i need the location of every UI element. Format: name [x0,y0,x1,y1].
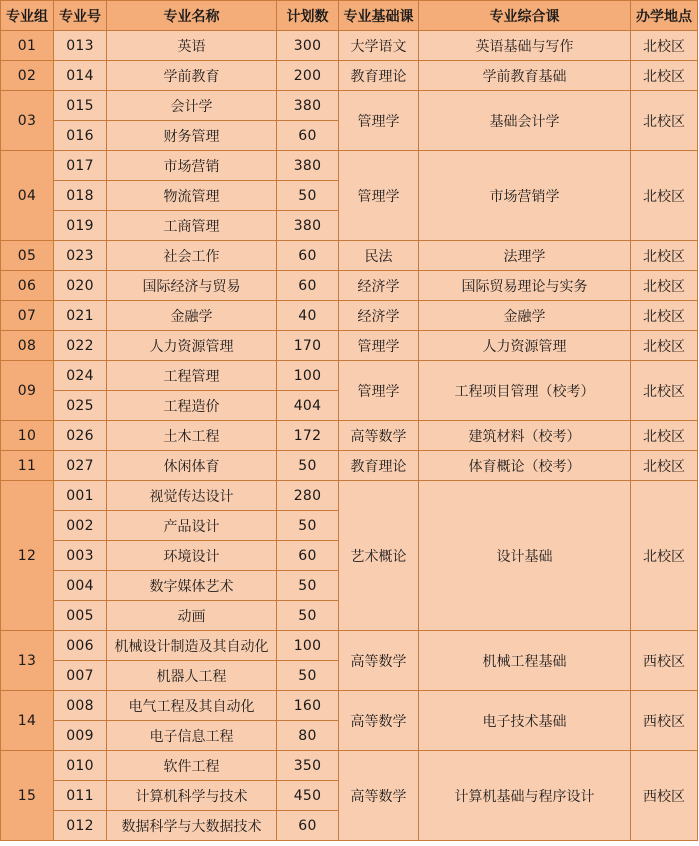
base-course-cell: 教育理论 [339,61,419,91]
plan-count-cell: 50 [277,661,339,691]
comprehensive-course-cell: 国际贸易理论与实务 [419,271,631,301]
group-number-cell: 07 [1,301,54,331]
comprehensive-course-cell: 工程项目管理（校考） [419,361,631,421]
major-code-cell: 015 [54,91,107,121]
major-name-cell: 环境设计 [107,541,277,571]
table-row [1,421,698,451]
plan-count-cell: 50 [277,511,339,541]
major-name-cell: 工程管理 [107,361,277,391]
group-number-cell: 14 [1,691,54,751]
major-name-cell: 视觉传达设计 [107,481,277,511]
plan-count-cell: 50 [277,571,339,601]
plan-count-cell: 60 [277,811,339,841]
table-row [1,241,698,271]
header-name: 专业名称 [107,1,277,31]
location-cell: 西校区 [631,631,698,691]
major-name-cell: 土木工程 [107,421,277,451]
header-plan: 计划数 [277,1,339,31]
table-row [1,691,698,721]
base-course-cell: 管理学 [339,151,419,241]
location-cell: 西校区 [631,751,698,841]
table-row [1,61,698,91]
major-code-cell: 001 [54,481,107,511]
comprehensive-course-cell: 体育概论（校考） [419,451,631,481]
major-name-cell: 学前教育 [107,61,277,91]
plan-count-cell: 160 [277,691,339,721]
major-code-cell: 007 [54,661,107,691]
major-name-cell: 市场营销 [107,151,277,181]
comprehensive-course-cell: 人力资源管理 [419,331,631,361]
group-number-cell: 05 [1,241,54,271]
plan-count-cell: 404 [277,391,339,421]
location-cell: 北校区 [631,331,698,361]
group-number-cell: 09 [1,361,54,421]
major-name-cell: 国际经济与贸易 [107,271,277,301]
plan-count-cell: 172 [277,421,339,451]
plan-count-cell: 60 [277,241,339,271]
base-course-cell: 经济学 [339,301,419,331]
base-course-cell: 教育理论 [339,451,419,481]
group-number-cell: 13 [1,631,54,691]
major-name-cell: 电气工程及其自动化 [107,691,277,721]
major-name-cell: 英语 [107,31,277,61]
major-code-cell: 012 [54,811,107,841]
major-name-cell: 机器人工程 [107,661,277,691]
plan-count-cell: 380 [277,211,339,241]
major-name-cell: 工程造价 [107,391,277,421]
plan-count-cell: 60 [277,271,339,301]
plan-count-cell: 60 [277,121,339,151]
plan-count-cell: 50 [277,451,339,481]
plan-count-cell: 100 [277,361,339,391]
major-name-cell: 产品设计 [107,511,277,541]
comprehensive-course-cell: 计算机基础与程序设计 [419,751,631,841]
location-cell: 北校区 [631,421,698,451]
comprehensive-course-cell: 基础会计学 [419,91,631,151]
location-cell: 西校区 [631,691,698,751]
header-location: 办学地点 [631,1,698,31]
base-course-cell: 管理学 [339,331,419,361]
major-code-cell: 013 [54,31,107,61]
group-number-cell: 02 [1,61,54,91]
comprehensive-course-cell: 电子技术基础 [419,691,631,751]
major-code-cell: 026 [54,421,107,451]
location-cell: 北校区 [631,91,698,151]
base-course-cell: 经济学 [339,271,419,301]
major-code-cell: 014 [54,61,107,91]
major-name-cell: 人力资源管理 [107,331,277,361]
location-cell: 北校区 [631,61,698,91]
major-name-cell: 数字媒体艺术 [107,571,277,601]
major-name-cell: 电子信息工程 [107,721,277,751]
major-name-cell: 社会工作 [107,241,277,271]
major-code-cell: 002 [54,511,107,541]
plan-count-cell: 280 [277,481,339,511]
group-number-cell: 15 [1,751,54,841]
location-cell: 北校区 [631,301,698,331]
major-code-cell: 023 [54,241,107,271]
major-code-cell: 003 [54,541,107,571]
major-code-cell: 024 [54,361,107,391]
major-name-cell: 机械设计制造及其自动化 [107,631,277,661]
major-name-cell: 财务管理 [107,121,277,151]
comprehensive-course-cell: 金融学 [419,301,631,331]
major-name-cell: 金融学 [107,301,277,331]
location-cell: 北校区 [631,31,698,61]
major-name-cell: 动画 [107,601,277,631]
location-cell: 北校区 [631,241,698,271]
plan-count-cell: 380 [277,91,339,121]
major-code-cell: 006 [54,631,107,661]
table-row [1,481,698,511]
base-course-cell: 管理学 [339,91,419,151]
group-number-cell: 11 [1,451,54,481]
plan-count-cell: 100 [277,631,339,661]
plan-count-cell: 170 [277,331,339,361]
major-code-cell: 009 [54,721,107,751]
group-number-cell: 03 [1,91,54,151]
plan-count-cell: 80 [277,721,339,751]
base-course-cell: 管理学 [339,361,419,421]
base-course-cell: 高等数学 [339,421,419,451]
group-number-cell: 12 [1,481,54,631]
group-number-cell: 04 [1,151,54,241]
group-number-cell: 01 [1,31,54,61]
table-body [1,31,698,841]
comprehensive-course-cell: 法理学 [419,241,631,271]
location-cell: 北校区 [631,271,698,301]
table-row [1,271,698,301]
plan-count-cell: 380 [277,151,339,181]
major-code-cell: 005 [54,601,107,631]
header-group: 专业组 [1,1,54,31]
major-code-cell: 011 [54,781,107,811]
header-base-course: 专业基础课 [339,1,419,31]
group-number-cell: 10 [1,421,54,451]
plan-count-cell: 350 [277,751,339,781]
major-code-cell: 022 [54,331,107,361]
major-code-cell: 008 [54,691,107,721]
group-number-cell: 06 [1,271,54,301]
major-code-cell: 017 [54,151,107,181]
comprehensive-course-cell: 设计基础 [419,481,631,631]
location-cell: 北校区 [631,151,698,241]
table-row [1,91,698,121]
major-name-cell: 物流管理 [107,181,277,211]
major-name-cell: 计算机科学与技术 [107,781,277,811]
base-course-cell: 民法 [339,241,419,271]
header-code: 专业号 [54,1,107,31]
location-cell: 北校区 [631,451,698,481]
table-row [1,331,698,361]
table-row [1,631,698,661]
table-row [1,151,698,181]
major-name-cell: 软件工程 [107,751,277,781]
comprehensive-course-cell: 市场营销学 [419,151,631,241]
major-code-cell: 020 [54,271,107,301]
plan-count-cell: 50 [277,601,339,631]
base-course-cell: 大学语文 [339,31,419,61]
comprehensive-course-cell: 学前教育基础 [419,61,631,91]
major-code-cell: 027 [54,451,107,481]
base-course-cell: 高等数学 [339,691,419,751]
base-course-cell: 艺术概论 [339,481,419,631]
major-code-cell: 010 [54,751,107,781]
plan-count-cell: 300 [277,31,339,61]
location-cell: 北校区 [631,361,698,421]
major-code-cell: 025 [54,391,107,421]
base-course-cell: 高等数学 [339,751,419,841]
comprehensive-course-cell: 英语基础与写作 [419,31,631,61]
major-code-cell: 004 [54,571,107,601]
major-code-cell: 019 [54,211,107,241]
location-cell: 北校区 [631,481,698,631]
table-row [1,361,698,391]
table-row [1,451,698,481]
base-course-cell: 高等数学 [339,631,419,691]
comprehensive-course-cell: 机械工程基础 [419,631,631,691]
table-row [1,301,698,331]
major-name-cell: 会计学 [107,91,277,121]
major-code-cell: 018 [54,181,107,211]
plan-count-cell: 450 [277,781,339,811]
major-name-cell: 休闲体育 [107,451,277,481]
plan-count-cell: 40 [277,301,339,331]
group-number-cell: 08 [1,331,54,361]
plan-count-cell: 50 [277,181,339,211]
plan-count-cell: 200 [277,61,339,91]
major-code-cell: 021 [54,301,107,331]
major-code-cell: 016 [54,121,107,151]
major-name-cell: 数据科学与大数据技术 [107,811,277,841]
comprehensive-course-cell: 建筑材料（校考） [419,421,631,451]
header-row [1,1,698,31]
header-comprehensive-course: 专业综合课 [419,1,631,31]
table-row [1,751,698,781]
plan-count-cell: 60 [277,541,339,571]
table-row [1,31,698,61]
major-name-cell: 工商管理 [107,211,277,241]
